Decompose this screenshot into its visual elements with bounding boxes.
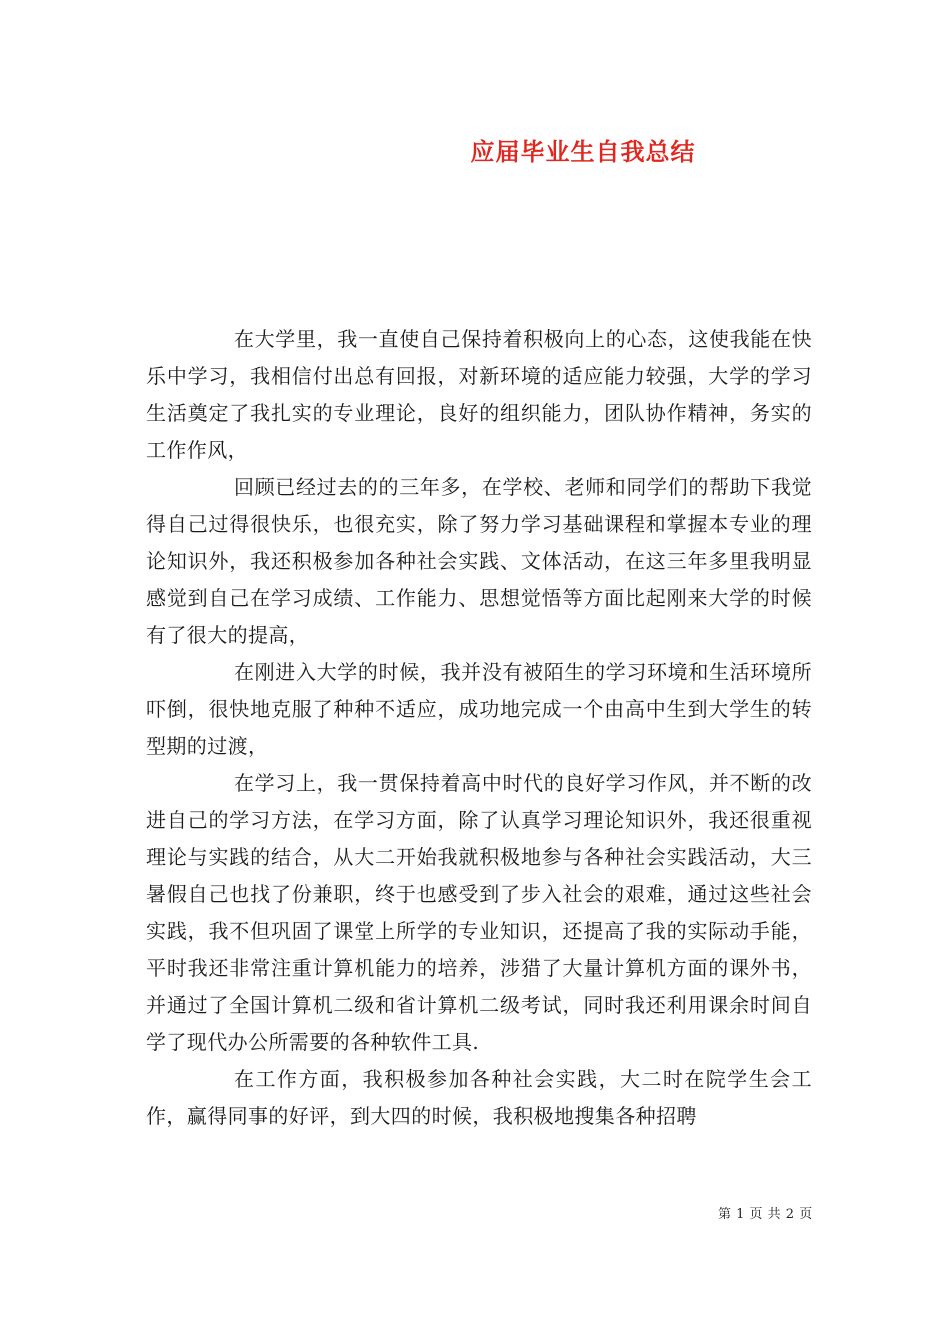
document-title: 应届毕业生自我总结 — [470, 138, 696, 166]
paragraph-5: 在工作方面，我积极参加各种社会实践，大二时在院学生会工作，赢得同事的好评，到大四的时候，我积极地搜集各种招聘 — [146, 1067, 812, 1128]
paragraph-3: 在刚进入大学的时候，我并没有被陌生的学习环境和生活环境所吓倒，很快地克服了种种不适应，成功地完成一个由高中生到大学生的转型期的过渡， — [146, 660, 812, 758]
paragraph-4: 在学习上，我一贯保持着高中时代的良好学习作风，并不断的改进自己的学习方法，在学习方面，除了认真学习理论知识外，我还很重视理论与实践的结合，从大二开始我就积极地参与各种社会实践活动，大三暑假自己也找了份兼职，终于也感受到了步入社会的艰难，通过这些社会实践，我不但巩固了课堂上所学的专业知识，还提高了我的实际动手能，平时我还非常注重计算机能力的培养，涉猎了大量计算机方面的课外书，并通过了全国计算机二级和省计算机二级考试，同时我还利用课余时间自学了现代办公所需要的各种软件工具. — [146, 771, 812, 1054]
paragraph-2: 回顾已经过去的的三年多，在学校、老师和同学们的帮助下我觉得自己过得很快乐，也很充实，除了努力学习基础课程和掌握本专业的理论知识外，我还积极参加各种社会实践、文体活动，在这三年多里我明显感觉到自己在学习成绩、工作能力、思想觉悟等方面比起刚来大学的时候有了很大的提高， — [146, 475, 812, 647]
document-body — [146, 321, 812, 1135]
paragraph-1: 在大学里，我一直使自己保持着积极向上的心态，这使我能在快乐中学习，我相信付出总有回报，对新环境的适应能力较强，大学的学习生活奠定了我扎实的专业理论，良好的组织能力，团队协作精神，务实的工作作风， — [146, 327, 812, 462]
page-number-footer: 第 1 页 共 2 页 — [718, 1207, 813, 1222]
